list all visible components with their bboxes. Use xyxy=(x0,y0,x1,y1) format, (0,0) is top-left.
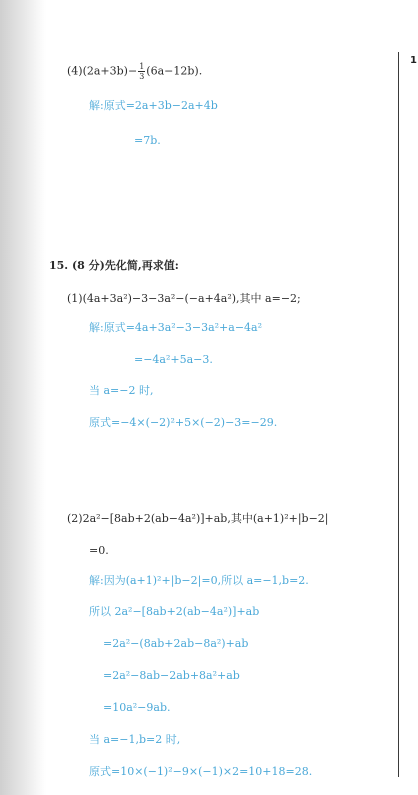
solution-4-line-1: 解:原式=2a+3b−2a+4b xyxy=(89,99,218,112)
question-15-2-line-2: =0. xyxy=(89,544,109,557)
solution-15-1-line-2: =−4a²+5a−3. xyxy=(134,353,213,366)
question-4-suffix: (6a−12b). xyxy=(146,64,203,78)
question-4-prefix: (4)(2a+3b)− xyxy=(67,64,138,78)
page-number-fragment: 1 xyxy=(410,55,417,66)
solution-15-2-line-7: 原式=10×(−1)²−9×(−1)×2=10+18=28. xyxy=(89,765,313,778)
right-margin-rule xyxy=(398,52,399,777)
solution-4-line-2: =7b. xyxy=(134,134,161,147)
solution-15-2-line-5: =10a²−9ab. xyxy=(103,701,171,714)
solution-15-2-line-1: 解:因为(a+1)²+|b−2|=0,所以 a=−1,b=2. xyxy=(89,574,309,587)
question-4 xyxy=(67,62,202,81)
fraction-denominator: 3 xyxy=(139,72,145,81)
fraction-one-third xyxy=(138,62,145,81)
question-15-2-line-1: (2)2a²−[8ab+2(ab−4a²)]+ab,其中(a+1)²+|b−2| xyxy=(67,512,329,525)
solution-15-2-line-6: 当 a=−1,b=2 时, xyxy=(89,733,181,746)
solution-15-2-line-4: =2a²−8ab−2ab+8a²+ab xyxy=(103,669,240,682)
page-binding-shadow xyxy=(0,0,46,795)
solution-15-1-line-3: 当 a=−2 时, xyxy=(89,384,154,397)
fraction-numerator: 1 xyxy=(139,62,145,71)
solution-15-2-line-2: 所以 2a²−[8ab+2(ab−4a²)]+ab xyxy=(89,605,260,618)
solution-15-2-line-3: =2a²−(8ab+2ab−8a²)+ab xyxy=(103,637,249,650)
question-15-1: (1)(4a+3a²)−3−3a²−(−a+4a²),其中 a=−2; xyxy=(67,292,301,305)
solution-15-1-line-1: 解:原式=4a+3a²−3−3a²+a−4a² xyxy=(89,321,263,334)
question-15-header: 15. (8 分)先化简,再求值: xyxy=(49,259,179,272)
solution-15-1-line-4: 原式=−4×(−2)²+5×(−2)−3=−29. xyxy=(89,416,278,429)
